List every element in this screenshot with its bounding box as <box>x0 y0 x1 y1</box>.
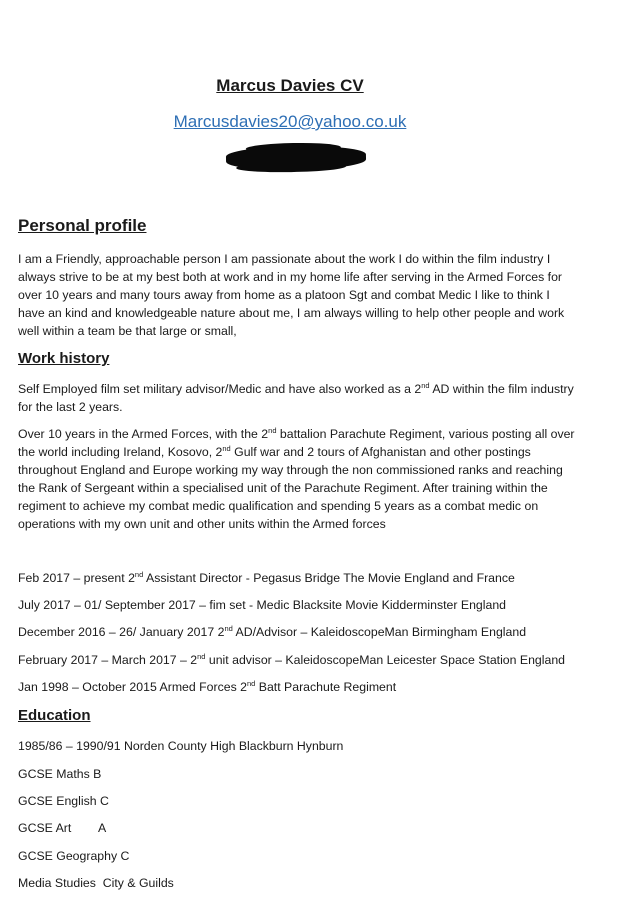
superscript: nd <box>224 623 233 633</box>
superscript: nd <box>247 678 256 688</box>
work-history-heading: Work history <box>18 350 110 367</box>
education-item: GCSE Art A <box>18 821 107 835</box>
education-item: GCSE English C <box>18 794 109 808</box>
personal-profile-text: I am a Friendly, approachable person I am passionate about the work I do within the film industry I always strive to be at my best both at work and in my home life after serving in the Armed Forces for over 10 years and many tours away from home as a platoon Sgt and combat Medic I like to think I have an kind and knowledgeable nature about me, I am always willing to help other people and work well within a team be that large or small, <box>18 252 565 338</box>
text-run: Feb 2017 – present 2 <box>18 571 135 585</box>
education-item: GCSE Maths B <box>18 767 102 781</box>
superscript: nd <box>421 380 430 390</box>
text-run: February 2017 – March 2017 – 2 <box>18 653 198 667</box>
work-entry <box>18 597 506 613</box>
education-item: GCSE Geography C <box>18 849 130 863</box>
armed-forces-paragraph <box>18 425 578 533</box>
text-run: Jan 1998 – October 2015 Armed Forces 2 <box>18 680 247 694</box>
superscript: nd <box>222 443 231 453</box>
work-summary-paragraph <box>18 380 578 416</box>
superscript: nd <box>197 651 206 661</box>
work-entry <box>18 679 396 695</box>
text-run: Batt Parachute Regiment <box>255 680 397 694</box>
text-run: December 2016 – 26/ January 2017 2 <box>18 625 225 639</box>
text-run: AD/Advisor – KaleidoscopeMan Birmingham England <box>232 625 527 639</box>
text-run: battalion Parachute Regiment, various posting all over the world including Ireland, Kosovo, 2 <box>18 427 575 459</box>
personal-profile-heading: Personal profile <box>18 216 147 235</box>
superscript: nd <box>268 425 277 435</box>
text-run: Assistant Director - Pegasus Bridge The Movie England and France <box>143 571 515 585</box>
cv-title: Marcus Davies CV <box>216 76 364 95</box>
work-entry <box>18 652 565 668</box>
redacted-phone <box>226 145 366 171</box>
superscript: nd <box>134 569 144 579</box>
text-run: July 2017 – 01/ September 2017 – fim set - Medic Blacksite Movie Kidderminster England <box>18 598 507 612</box>
text-run: Gulf war and 2 tours of Afghanistan and other postings throughout England and Europe working my way through the non commissioned ranks and reaching the Rank of Sergeant within a specialised unit of the Parachute Regiment. After training within the regiment to achieve my combat medic qualification and spending 5 years as a combat medic on operations with my own unit and other units within the Armed forces <box>18 445 563 531</box>
text-run: Over 10 years in the Armed Forces, with the 2 <box>18 427 269 441</box>
text-run: Self Employed film set military advisor/Medic and have also worked as a 2 <box>18 382 422 396</box>
work-entry <box>18 624 526 640</box>
work-entry <box>18 570 515 586</box>
education-item: 1985/86 – 1990/91 Norden County High Blackburn Hynburn <box>18 739 344 753</box>
text-run: AD within the film industry for the last 2 years. <box>18 382 574 414</box>
education-item: Media Studies City & Guilds <box>18 876 174 890</box>
text-run: unit advisor – KaleidoscopeMan Leicester Space Station England <box>205 653 566 667</box>
email-link[interactable]: Marcusdavies20@yahoo.co.uk <box>173 112 407 131</box>
education-heading: Education <box>18 707 91 724</box>
